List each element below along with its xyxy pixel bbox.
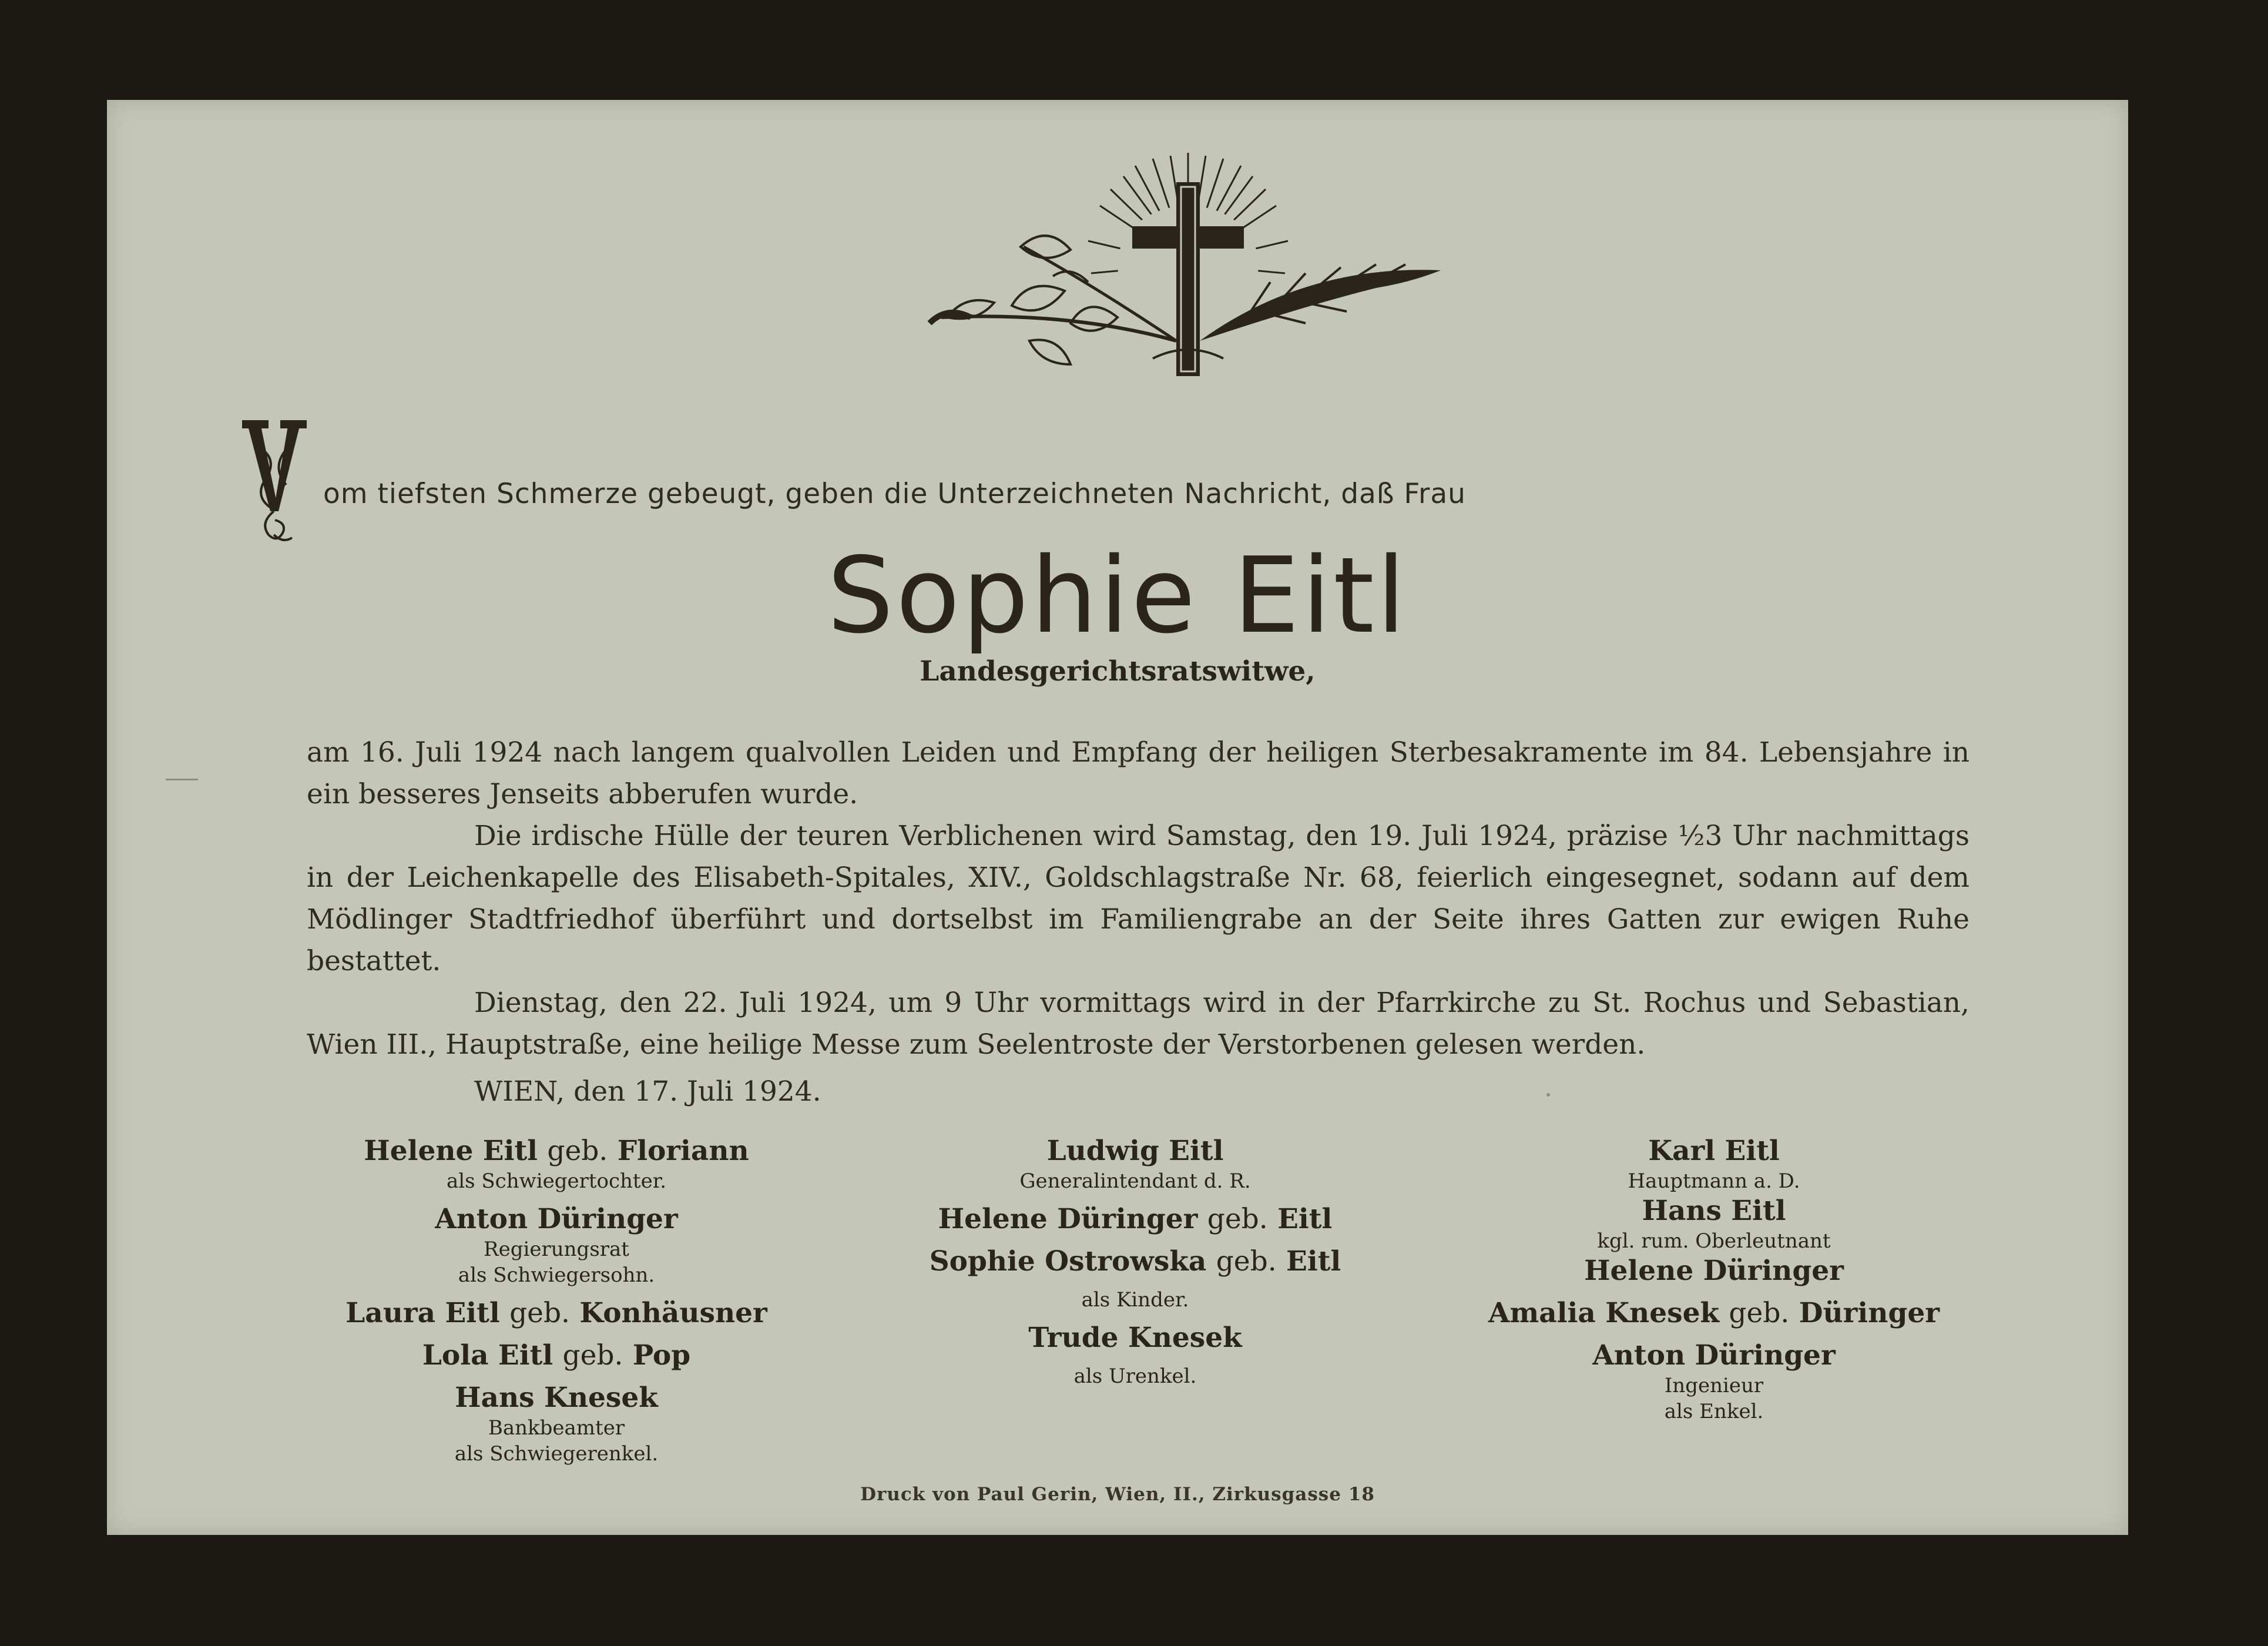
- signatories-center: [841, 1134, 1429, 1389]
- signatory: Hans Knesek: [455, 1382, 658, 1414]
- signatory-title: Hauptmann a. D.: [1628, 1169, 1800, 1193]
- paragraph-death: am 16. Juli 1924 nach langem qualvollen Leiden und Empfang der heiligen Sterbesakramente im 84. Lebensjahre in ein besseres Jenseits abberufen wurde.: [307, 736, 1970, 810]
- signatory-role: als Schwiegersohn.: [458, 1263, 655, 1287]
- signatory: Anton Düringer: [435, 1203, 678, 1235]
- signatory-role: als Kinder.: [1081, 1288, 1189, 1312]
- signatory: Amalia Knesek geb. Düringer: [1488, 1297, 1940, 1329]
- signatory-title: Ingenieur: [1664, 1374, 1764, 1397]
- announcement-body: [307, 732, 1970, 1065]
- signatory: Ludwig Eitl: [1046, 1135, 1224, 1167]
- signatory-role: als Urenkel.: [1073, 1365, 1197, 1388]
- paragraph-mass: Dienstag, den 22. Juli 1924, um 9 Uhr vormittags wird in der Pfarrkirche zu St. Rochus und Sebastian, Wien III., Hauptstraße, eine heilige Messe zum Seelentroste der Verstorbenen gelesen werden.: [307, 987, 1970, 1061]
- signatory: Helene Eitl geb. Floriann: [364, 1135, 749, 1167]
- fold-mark: [166, 779, 198, 780]
- signatory: Karl Eitl: [1648, 1135, 1780, 1167]
- deceased-title: Landesgerichtsratswitwe,: [920, 655, 1316, 688]
- signatory: Trude Knesek: [1028, 1322, 1242, 1354]
- signatory: Laura Eitl geb. Konhäusner: [345, 1297, 767, 1329]
- signatory: Hans Eitl: [1642, 1195, 1786, 1227]
- intro-line: [236, 414, 1940, 549]
- signatories-left: [263, 1134, 850, 1467]
- dateline: WIEN, den 17. Juli 1924.: [474, 1075, 821, 1108]
- signatory-title: kgl. rum. Oberleutnant: [1597, 1229, 1831, 1253]
- dust-mark: [1546, 1093, 1550, 1097]
- signatory-title: Regierungsrat: [484, 1238, 629, 1261]
- signatory: Lola Eitl geb. Pop: [422, 1339, 691, 1372]
- signatory-role: als Schwiegerenkel.: [454, 1442, 659, 1466]
- signatories-right: [1420, 1134, 2008, 1424]
- printer-imprint: Druck von Paul Gerin, Wien, II., Zirkusgasse 18: [860, 1484, 1375, 1505]
- signatory-title: Generalintendant d. R.: [1019, 1169, 1251, 1193]
- signatory-role: als Schwiegertochter.: [446, 1169, 667, 1193]
- deceased-name: Sophie Eitl: [827, 535, 1408, 656]
- ornamental-initial-v: [236, 414, 313, 549]
- cross-with-palm-and-lilies-icon: [894, 147, 1482, 411]
- signatory-title: Bankbeamter: [488, 1416, 625, 1440]
- signatory: Anton Düringer: [1592, 1339, 1836, 1372]
- obituary-sheet: [107, 100, 2128, 1535]
- signatory-role: als Enkel.: [1664, 1400, 1764, 1423]
- intro-text: om tiefsten Schmerze gebeugt, geben die Unterzeichneten Nachricht, daß Frau: [323, 478, 1466, 510]
- signatory: Helene Düringer geb. Eitl: [938, 1203, 1333, 1235]
- paragraph-burial: Die irdische Hülle der teuren Verblichenen wird Samstag, den 19. Juli 1924, präzise ½3 Uhr nachmittags in der Leichenkapelle des Elisabeth-Spitales, XIV., Goldschlagstraße Nr. 68, feierlich eingesegnet, sodann auf dem Mödlinger Stadtfriedhof überführt und dortselbst im Familiengrabe an der Seite ihres Gatten zur ewigen Ruhe bestattet.: [307, 820, 1970, 977]
- signatory: Sophie Ostrowska geb. Eitl: [929, 1245, 1341, 1278]
- signatory: Helene Düringer: [1584, 1255, 1844, 1287]
